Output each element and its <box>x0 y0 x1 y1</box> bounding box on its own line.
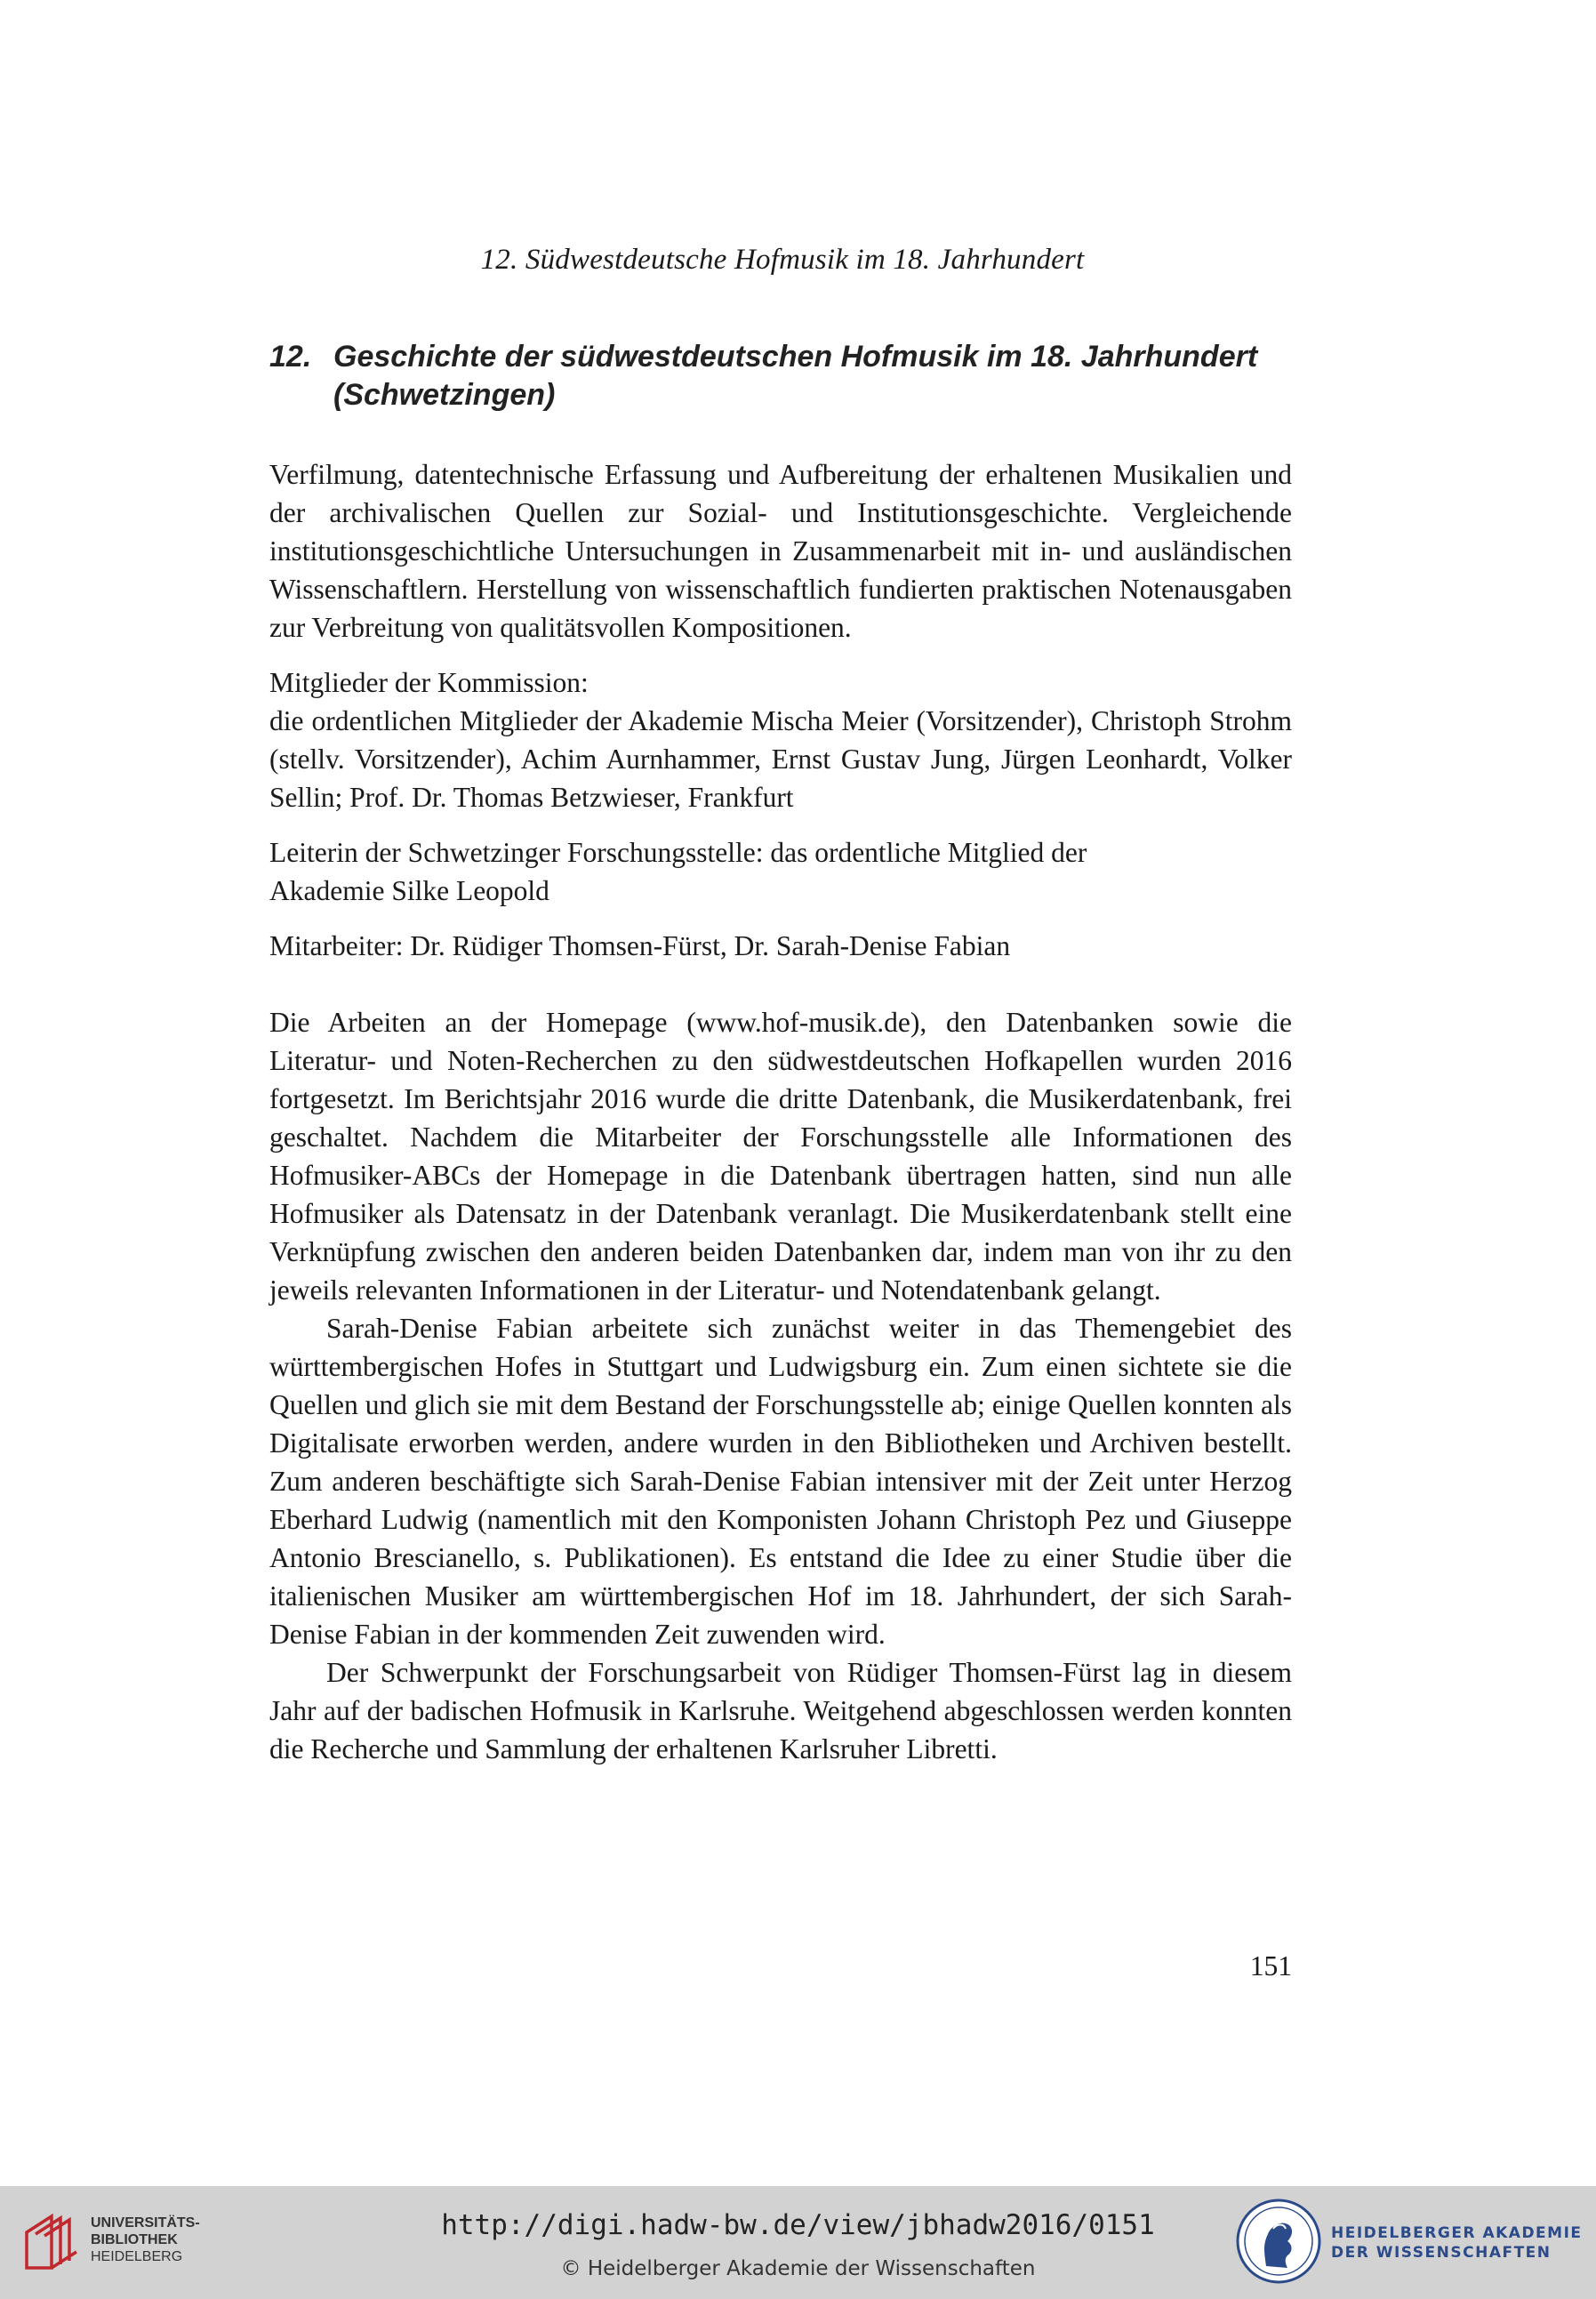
chapter-title-line1: Geschichte der südwestdeutschen Hofmusik im 18. Jahrhundert <box>333 340 1258 374</box>
hadw-line1: HEIDELBERGER AKADEMIE <box>1331 2224 1583 2242</box>
footer-bar <box>0 2186 1596 2299</box>
leader-line2: Akademie Silke Leopold <box>269 875 549 906</box>
ub-line1: UNIVERSITÄTS- <box>91 2215 200 2231</box>
chapter-title-line2: (Schwetzingen) <box>333 378 556 412</box>
members-paragraph: die ordentlichen Mitglieder der Akademie Mischa Meier (Vorsitzender), Christoph Strohm (stellv. Vorsitzender), Achim Aurnhammer, Ernst Gustav Jung, Jürgen Leonhardt, Volker Sellin; Prof. Dr. Thomas Betzwieser, Frankfurt <box>269 705 1292 813</box>
running-head: 12. Südwestdeutsche Hofmusik im 18. Jahrhundert <box>480 244 1085 276</box>
staff-line: Mitarbeiter: Dr. Rüdiger Thomsen-Fürst, Dr. Sarah-Denise Fabian <box>269 930 1011 961</box>
academy-seal-icon <box>1234 2197 1323 2286</box>
page-number: 151 <box>1249 1950 1292 1981</box>
leader-block <box>269 833 1292 910</box>
copyright-notice: © Heidelberger Akademie der Wissenschaften <box>560 2257 1036 2280</box>
chapter-title <box>269 338 1301 414</box>
ub-line2: BIBLIOTHEK <box>91 2232 178 2247</box>
permalink-link[interactable]: http://digi.hadw-bw.de/view/jbhadw2016/0151 <box>441 2209 1155 2241</box>
ub-line3: HEIDELBERG <box>91 2249 183 2264</box>
body-paragraph-1: Die Arbeiten an der Homepage (www.hof-musik.de), den Datenbanken sowie die Literatur- und Noten-Recherchen zu den südwestdeutschen Hofkapellen wurden 2016 fortgesetzt. Im Berichtsjahr 2016 wurde die dritte Datenbank, die Musikerdatenbank, frei geschaltet. Nachdem die Mitarbeiter der Forschungsstelle alle Informationen des Hofmusiker-ABCs der Homepage in die Datenbank übertragen hatten, sind nun alle Hofmusiker als Datensatz in der Datenbank veranlagt. Die Musikerdatenbank stellt eine Verknüpfung zwischen den anderen beiden Datenbanken dar, indem man von ihr zu den jeweils relevanten Informationen in der Literatur- und Notendatenbank gelangt. <box>269 1007 1292 1306</box>
page-content <box>269 455 1292 1768</box>
body-paragraph-3: Der Schwerpunkt der Forschungsarbeit von Rüdiger Thomsen-Fürst lag in diesem Jahr auf der badischen Hofmusik in Karlsruhe. Weitgehend abgeschlossen werden konnten die Recherche und Sammlung der erhaltenen Karlsruher Libretti. <box>269 1657 1292 1764</box>
intro-paragraph: Verfilmung, datentechnische Erfassung und Aufbereitung der erhaltenen Musikalien und der archivalischen Quellen zur Sozial- und Institutionsgeschichte. Vergleichende institutionsgeschichtliche Untersuchungen in Zusammenarbeit mit in- und ausländischen Wissenschaftlern. Herstellung von wissenschaftlich fundierten praktischen Notenausgaben zur Verbreitung von qualitätsvollen Kompositionen. <box>269 459 1292 643</box>
hadw-line2: DER WISSENSCHAFTEN <box>1331 2244 1552 2262</box>
academy-name <box>1331 2223 1583 2263</box>
chapter-number: 12. <box>269 340 312 374</box>
leader-line1: Leiterin der Schwetzinger Forschungsstelle: das ordentliche Mitglied der <box>269 837 1087 868</box>
body-paragraph-2: Sarah-Denise Fabian arbeitete sich zunächst weiter in das Themengebiet des württembergischen Hofes in Stuttgart und Ludwigsburg ein. Zum einen sichtete sie die Quellen und glich sie mit dem Bestand der Forschungsstelle ab; einige Quellen konnten als Digitalisate erworben werden, andere wurden in den Bibliotheken und Archiven bestellt. Zum anderen beschäftigte sich Sarah-Denise Fabian intensiver mit der Zeit unter Herzog Eberhard Ludwig (namentlich mit den Komponisten Johann Christoph Pez und Giuseppe Antonio Brescianello, s. Publikationen). Es entstand die Idee zu einer Studie über die italienischen Musiker am württembergischen Hof im 18. Jahrhundert, der sich Sarah-Denise Fabian in der kommenden Zeit zuwenden wird. <box>269 1313 1292 1650</box>
members-label: Mitglieder der Kommission: <box>269 667 589 698</box>
